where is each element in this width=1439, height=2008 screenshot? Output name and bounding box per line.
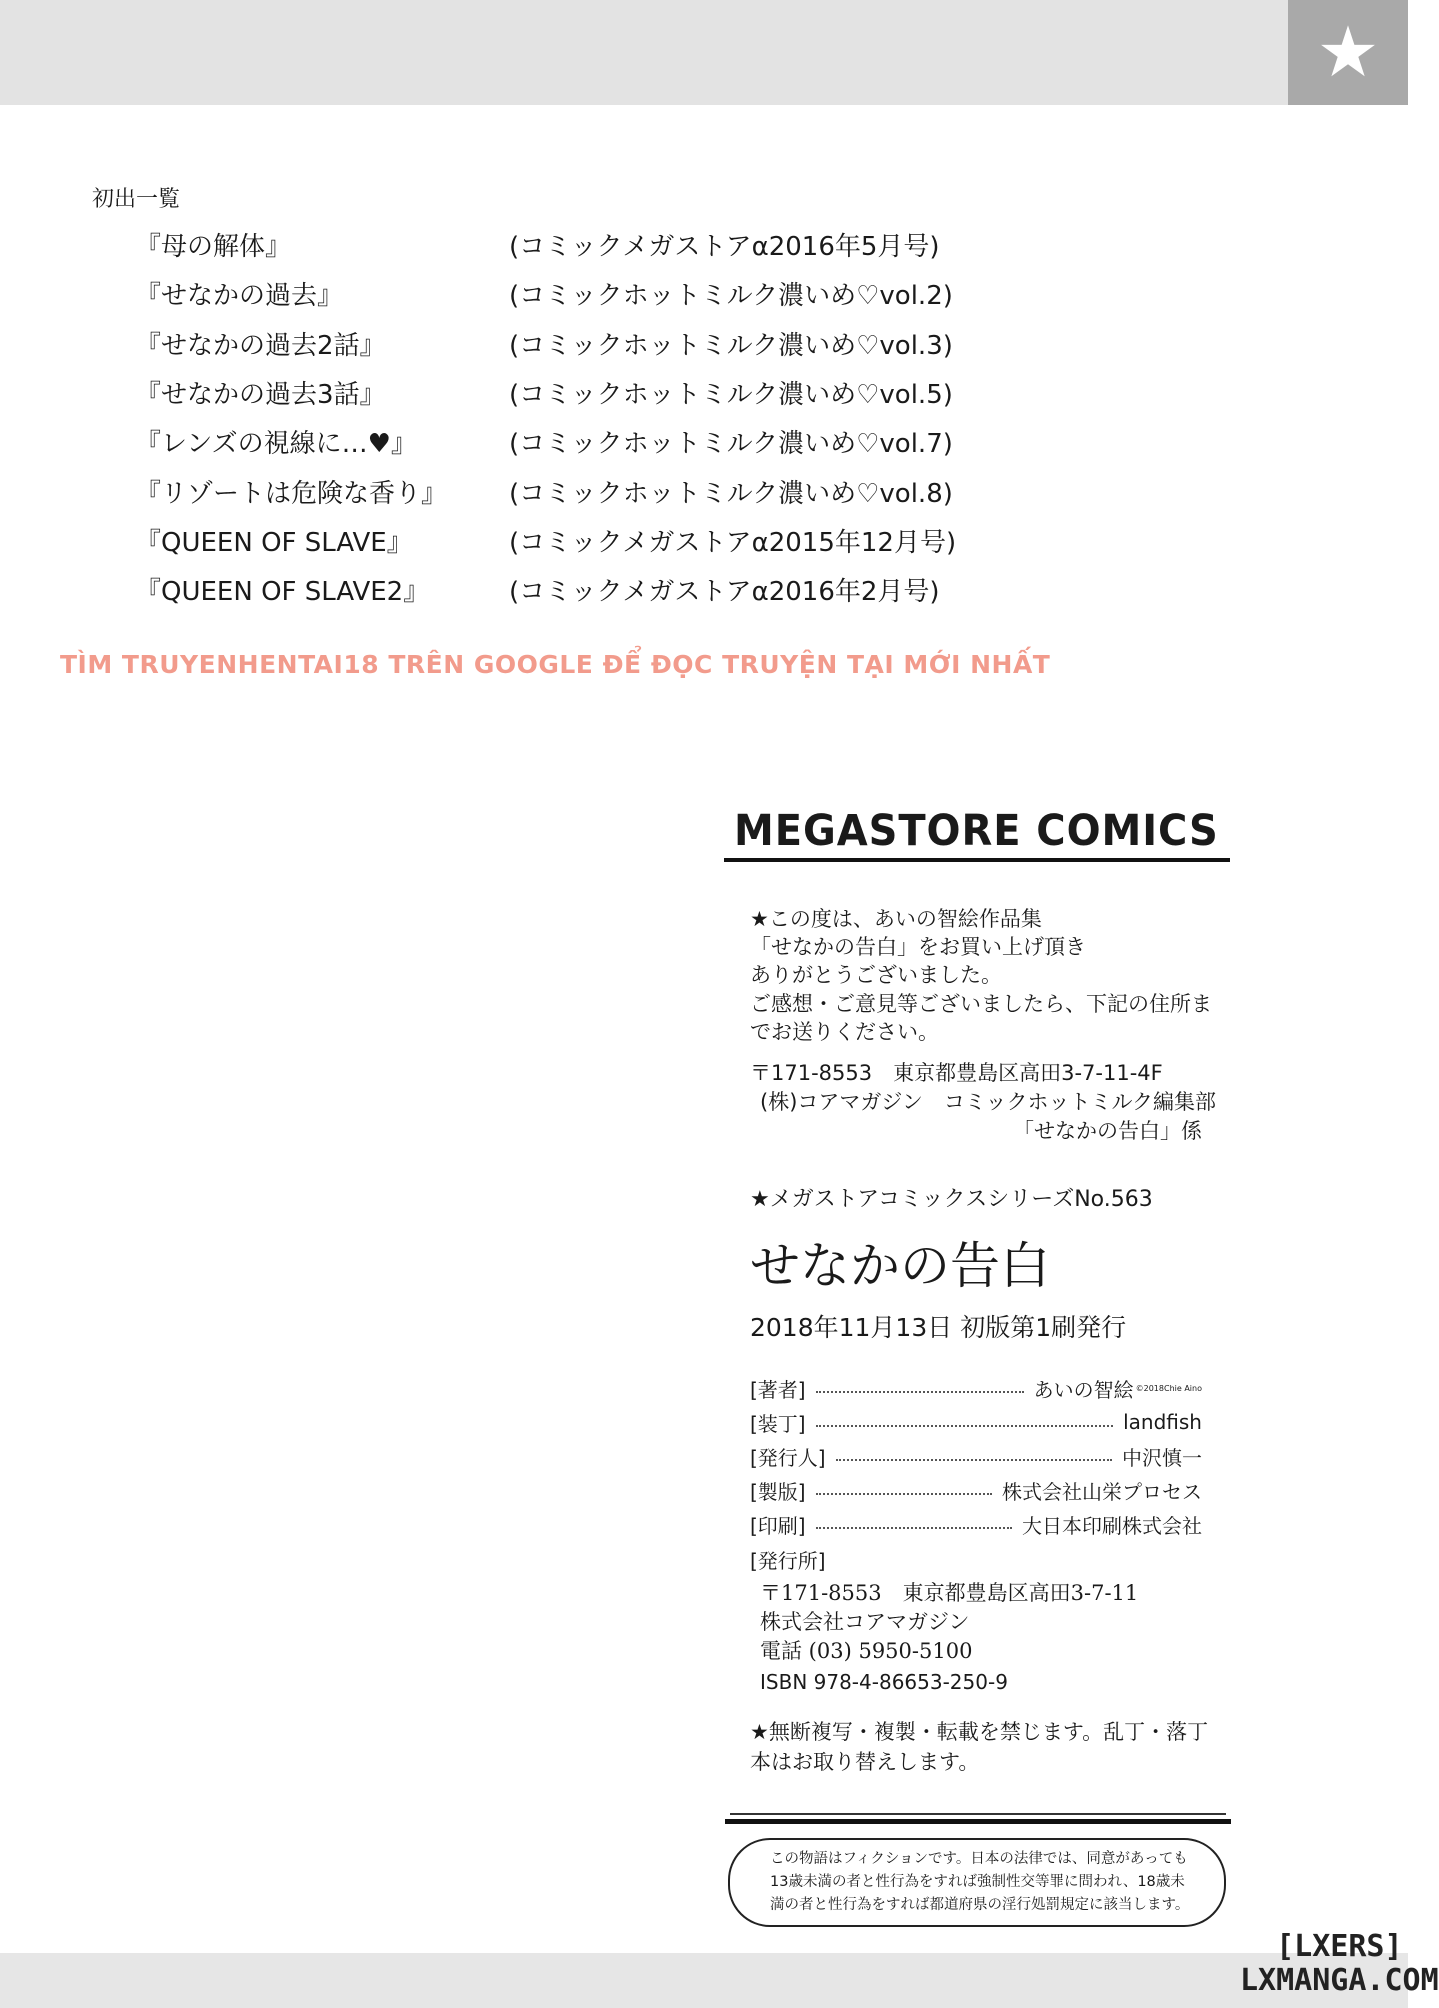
credit-value: landfish	[1123, 1410, 1202, 1434]
leader-dots	[816, 1425, 1114, 1427]
publisher-line: 電話 (03) 5950-5100	[760, 1639, 973, 1663]
story-source: (コミックホットミルク濃いめ♡vol.2)	[509, 281, 953, 312]
notice-line: 本はお取り替えします。	[750, 1750, 980, 1774]
bottom-band	[0, 1953, 1408, 2008]
story-title: 『せなかの過去3話』	[135, 379, 386, 410]
story-source: (コミックホットミルク濃いめ♡vol.8)	[509, 478, 953, 509]
list-item	[0, 473, 1000, 513]
story-source: (コミックホットミルク濃いめ♡vol.3)	[509, 330, 953, 361]
watermark-group-name: [LXERS]	[1276, 1929, 1403, 1964]
series-number: ★メガストアコミックスシリーズNo.563	[750, 1187, 1153, 1212]
address-line: (株)コアマガジン コミックホットミルク編集部	[760, 1090, 1217, 1114]
publisher-line: 株式会社コアマガジン	[760, 1610, 970, 1634]
credit-value: 大日本印刷株式会社	[1022, 1513, 1202, 1538]
story-source: (コミックホットミルク濃いめ♡vol.7)	[509, 429, 953, 460]
watermark-site: TÌM TRUYENHENTAI18 TRÊN GOOGLE ĐỂ ĐỌC TRUYỆN TẠI MỚI NHẤT	[60, 650, 1051, 679]
story-title: 『せなかの過去2話』	[135, 330, 386, 361]
notice-line: ★無断複写・複製・転載を禁じます。乱丁・落丁	[750, 1720, 1209, 1744]
credit-row	[750, 1374, 1202, 1402]
credit-row	[750, 1442, 1202, 1470]
divider	[730, 1813, 1226, 1815]
divider	[725, 1819, 1231, 1824]
credit-label: [印刷]	[750, 1513, 806, 1538]
story-source: (コミックメガストアα2016年5月号)	[509, 232, 940, 262]
list-item	[0, 325, 1000, 365]
message-line: ご感想・ご意見等ございましたら、下記の住所ま	[750, 992, 1212, 1016]
divider	[724, 858, 1230, 862]
credit-row	[750, 1510, 1202, 1538]
credit-label: [発行人]	[750, 1445, 826, 1470]
watermark-group	[1240, 1930, 1439, 1998]
story-title: 『QUEEN OF SLAVE』	[135, 527, 413, 558]
story-source: (コミックメガストアα2016年2月号)	[509, 577, 940, 608]
story-source: (コミックメガストアα2015年12月号)	[509, 527, 957, 558]
credit-value: 中沢慎一	[1122, 1445, 1202, 1470]
publisher-line: 〒171-8553 東京都豊島区高田3-7-11	[760, 1581, 1139, 1605]
list-item	[0, 571, 1000, 611]
copyright-note: ©2018Chie Aino	[1135, 1383, 1202, 1393]
brand-logo: MEGASTORE COMICS	[734, 806, 1219, 856]
isbn: ISBN 978-4-86653-250-9	[760, 1670, 1008, 1694]
list-item	[0, 522, 1000, 562]
credit-value: あいの智絵	[1033, 1377, 1134, 1402]
top-band	[0, 0, 1408, 105]
list-item	[0, 226, 1000, 266]
credit-label: [著者]	[750, 1377, 806, 1402]
story-source: (コミックホットミルク濃いめ♡vol.5)	[509, 379, 953, 410]
list-item	[0, 374, 1000, 414]
leader-dots	[836, 1459, 1112, 1461]
list-item	[0, 423, 1000, 463]
publish-date: 2018年11月13日 初版第1刷発行	[750, 1313, 1127, 1342]
fiction-notice: この物語はフィクションです。日本の法律では、同意があっても13歳未満の者と性行為をすれば強制性交等罪に問われ、18歳未満の者と性行為をすれば都道府県の淫行処罰規定に該当します。	[728, 1838, 1226, 1927]
story-title: 『レンズの視線に…♥』	[135, 429, 417, 460]
address-line: 〒171-8553 東京都豊島区高田3-7-11-4F	[750, 1061, 1163, 1085]
message-line: でお送りください。	[750, 1020, 939, 1044]
leader-dots	[816, 1527, 1012, 1529]
leader-dots	[816, 1493, 992, 1495]
leader-dots	[816, 1391, 1024, 1393]
story-title: 『せなかの過去』	[135, 281, 344, 312]
story-title: 『QUEEN OF SLAVE2』	[135, 577, 430, 608]
credit-row	[750, 1408, 1202, 1436]
story-title: 『リゾートは危険な香り』	[135, 478, 448, 509]
message-line: ありがとうございました。	[750, 963, 1002, 987]
credit-row	[750, 1476, 1202, 1504]
message-line: ★この度は、あいの智絵作品集	[750, 907, 1042, 931]
credit-value: 株式会社山栄プロセス	[1002, 1479, 1202, 1504]
watermark-domain: LXMANGA.COM	[1240, 1963, 1439, 1998]
credit-label: [装丁]	[750, 1411, 806, 1436]
publisher-label: [発行所]	[750, 1549, 826, 1573]
list-item	[0, 275, 1000, 315]
message-line: 「せなかの告白」をお買い上げ頂き	[750, 935, 1086, 959]
first-appearance-heading: 初出一覧	[92, 187, 181, 212]
credit-label: [製版]	[750, 1479, 806, 1504]
story-title: 『母の解体』	[135, 232, 292, 262]
book-title: せなかの告白	[750, 1237, 1050, 1295]
address-line: 「せなかの告白」係	[1013, 1119, 1202, 1143]
star-icon: ★	[1288, 0, 1408, 105]
